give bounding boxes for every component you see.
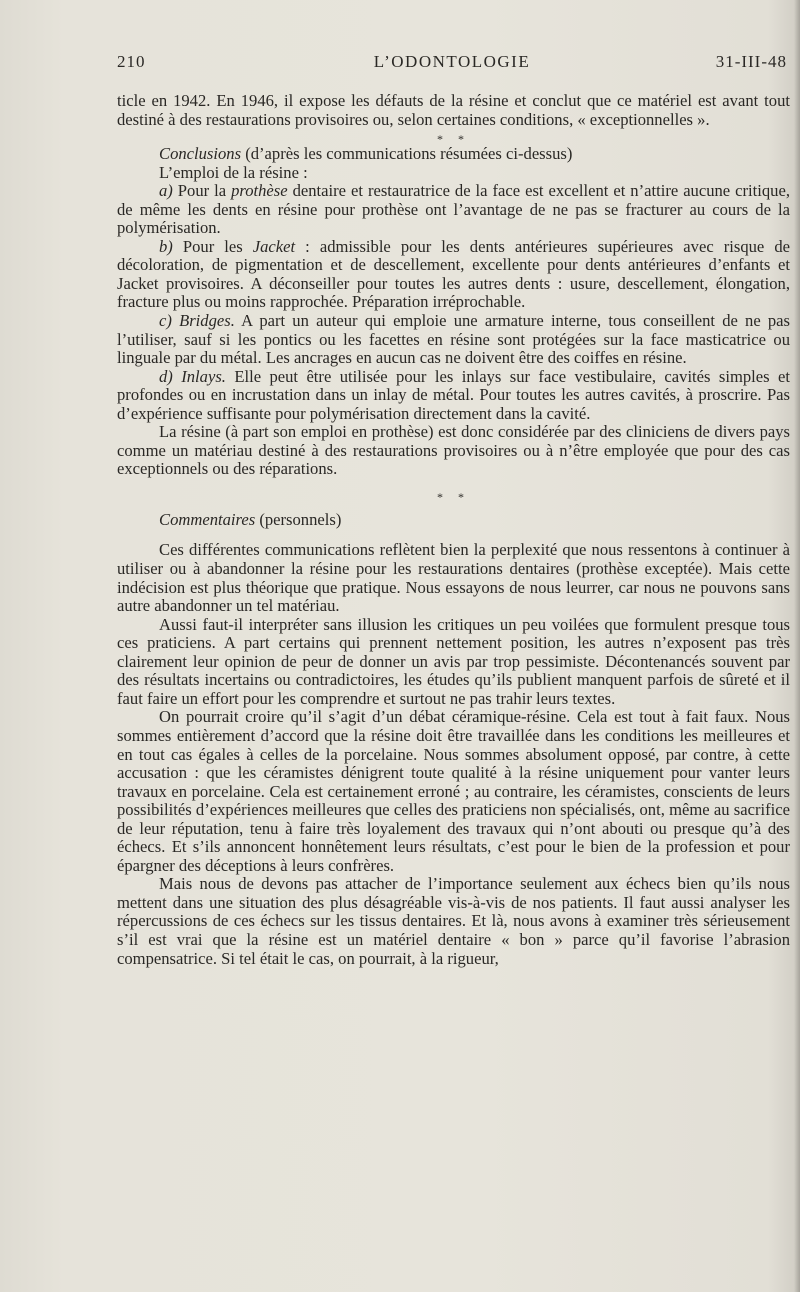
running-header <box>117 52 787 78</box>
item-c-italic: Bridges. <box>179 311 235 331</box>
journal-title: L’ODONTOLOGIE <box>373 52 531 71</box>
conclusions-heading-rest: (d’après les communications résumées ci-dessus) <box>241 144 573 164</box>
page-number: 210 <box>117 52 146 71</box>
item-a-label: a) <box>159 181 173 201</box>
item-b-paragraph <box>117 238 790 312</box>
item-b-text-2: : admissible pour les dents antérieures supérieures avec risque de décoloration, de pigmentation et de descellement, excellente pour dents antérieures d’enfants et Jacket provisoires. A déconseiller pour toutes les autres dents : usure, descellement, élongation, fracture plus ou moins rapprochée. Préparation irréprochable. <box>117 236 790 312</box>
item-d-italic: Inlays. <box>181 366 226 386</box>
body-text <box>117 92 790 968</box>
commentaires-heading-italic: Commentaires <box>159 509 256 529</box>
commentaires-paragraph-4: Mais nous de devons pas attacher de l’importance seulement aux échecs bien qu’ils nous mettent dans une situation des plus désagréable vis-à-vis de nos patients. Il faut aussi analyser les répercussions de ces échecs sur les tissus dentaires. Et là, nous avons à examiner très sérieusement s’il est vrai que la résine est un matériel dentaire « bon » parce qu’il favorise l’abrasion compensatrice. Si tel était le cas, on pourrait, à la rigueur, <box>117 874 790 968</box>
conclusions-lead: L’emploi de la résine : <box>159 162 308 182</box>
conclusions-summary: La résine (à part son emploi en prothèse) est donc considérée par des cliniciens de divers pays comme un matériau destiné à des restaurations provisoires ou à n’être employée que pour des cas exceptionnels ou des réparations. <box>117 422 790 479</box>
page-edge-shadow <box>794 0 800 1292</box>
commentaires-paragraph-2: Aussi faut-il interpréter sans illusion les critiques un peu voilées que formulent presque tous ces praticiens. A part certains qui prennent nettement position, les autres n’exposent pas très clairement leur opinion de peur de donner un avis par trop pessimiste. Décontenancés souvent par des résultats incertains ou contradictoires, les études qu’ils publient manquent parfois de sûreté et il faut faire un effort pour les comprendre et surtout ne pas trahir leurs textes. <box>117 614 790 708</box>
issue-date: 31-III-48 <box>715 52 787 71</box>
commentaires-paragraph-3: On pourrait croire qu’il s’agit d’un débat céramique-résine. Cela est tout à fait faux. Nous sommes entièrement d’accord que la résine doit être travaillée dans les conditions les meilleures et en tout cas égales à celles de la porcelaine. Nous sommes absolument opposé, par contre, à cette accusation : que les céramistes dénigrent toute qualité à la résine uniquement pour vanter leurs travaux en porcelaine. Cela est certainement erroné ; au contraire, les céramistes, conscients de leurs possibilités d’expériences meilleures que celles des praticiens non spécialisés, ont, même au sacrifice de leur réputation, tenu à faire très loyalement des travaux qui n’ont abouti ou presque qu’à des échecs. Et s’ils annoncent honnêtement leurs résultats, c’est pour le bien de la profession et pour épargner des déceptions à leurs confrères. <box>117 707 790 875</box>
item-a-italic: prothèse <box>231 181 288 201</box>
section-separator-stars: * * <box>437 132 470 147</box>
item-a-text-1: Pour la <box>172 181 232 201</box>
item-c-text: A part un auteur qui emploie une armature interne, tous conseillent de ne pas l’utiliser, sauf si les pontics ou les facettes en résine sont protégées sur la face masticatrice ou linguale par du métal. Les ancrages en aucun cas ne doivent être des coiffes en résine. <box>117 311 790 368</box>
item-c-label: c) <box>159 311 172 331</box>
item-d-paragraph <box>117 368 790 424</box>
conclusions-heading <box>117 145 790 164</box>
commentaires-heading-rest: (personnels) <box>255 509 342 529</box>
item-b-italic: Jacket <box>252 236 296 256</box>
commentaires-heading <box>117 511 790 530</box>
intro-paragraph: ticle en 1942. En 1946, il expose les défauts de la résine et conclut que ce matériel est avant tout destiné à des restaurations provisoires ou, selon certaines conditions, « exceptionnelles ». <box>117 91 790 129</box>
conclusions-heading-italic: Conclusions <box>159 144 242 164</box>
item-c-paragraph <box>117 312 790 368</box>
section-separator-stars-2: * * <box>437 489 470 504</box>
item-a-paragraph <box>117 182 790 238</box>
item-d-label: d) <box>159 366 173 386</box>
item-b-text-1: Pour les <box>172 236 253 256</box>
item-a-text-2: dentaire et restauratrice de la face est excellent et n’attire aucune critique, de même les dents en résine pour prothèse ont l’avantage de ne pas se fracturer au cours de la polymérisation. <box>117 181 790 238</box>
item-b-label: b) <box>159 236 173 256</box>
item-d-text: Elle peut être utilisée pour les inlays sur face vestibulaire, cavités simples et profondes ou en incrustation dans un inlay de métal. Pour toutes les autres cavités, à proscrire. Pas d’expérience suffisante pour polymérisation directement dans la cavité. <box>117 366 790 423</box>
commentaires-paragraph-1: Ces différentes communications reflètent bien la perplexité que nous ressentons à continuer à utiliser ou à abandonner la résine pour les restaurations dentaires (prothèse exceptée). Mais cette indécision est plus théorique que pratique. Nous essayons de nous leurrer, car nous ne pouvons sans autre abandonner un tel matériau. <box>117 540 790 616</box>
